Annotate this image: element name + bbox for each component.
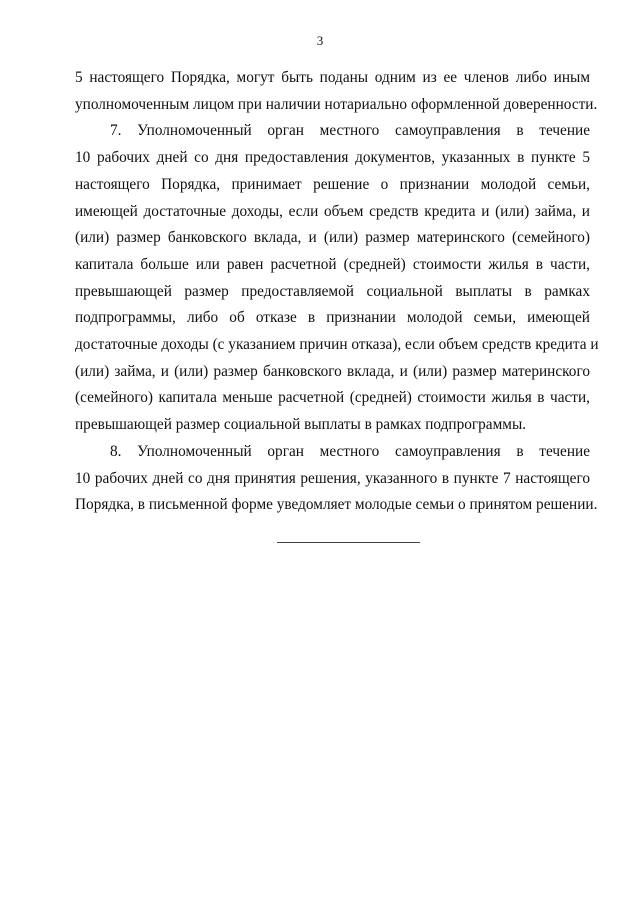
end-separator-line <box>277 542 420 543</box>
text-line: превышающей размер предоставляемой социальной выплаты в рамках <box>75 282 590 300</box>
text-line: 5 настоящего Порядка, могут быть поданы одним из ее членов либо иным <box>75 69 590 86</box>
page-number: 3 <box>316 33 324 48</box>
text-line: (или) займа, и (или) размер банковского вклада, и (или) размер материнского <box>75 362 590 380</box>
text-line: 10 рабочих дней со дня предоставления документов, указанных в пункте 5 <box>75 149 590 167</box>
text-line: настоящего Порядка, принимает решение о признании молодой семьи, <box>75 175 590 193</box>
document-body <box>75 65 599 519</box>
paragraph-7-first-line: 7. Уполномоченный орган местного самоуправления в течение <box>110 122 590 140</box>
paragraph-8-first-line: 8. Уполномоченный орган местного самоуправления в течение <box>110 442 590 460</box>
text-line: превышающей размер социальной выплаты в рамках подпрограммы. <box>75 416 527 434</box>
text-line: капитала больше или равен расчетной (средней) стоимости жилья в части, <box>75 255 590 273</box>
text-line: подпрограммы, либо об отказе в признании молодой семьи, имеющей <box>75 309 590 327</box>
text-line: уполномоченным лицом при наличии нотариально оформленной доверенности. <box>75 95 598 113</box>
text-line: имеющей достаточные доходы, если объем средств кредита и (или) займа, и <box>75 202 590 220</box>
text-line: 10 рабочих дней со дня принятия решения, указанного в пункте 7 настоящего <box>75 469 590 487</box>
text-line: Порядка, в письменной форме уведомляет молодые семьи о принятом решении. <box>75 496 598 514</box>
text-line: достаточные доходы (с указанием причин отказа), если объем средств кредита и <box>75 336 599 354</box>
text-line: (семейного) капитала меньше расчетной (средней) стоимости жилья в части, <box>75 389 590 407</box>
text-line: (или) размер банковского вклада, и (или) размер материнского (семейного) <box>75 229 590 247</box>
